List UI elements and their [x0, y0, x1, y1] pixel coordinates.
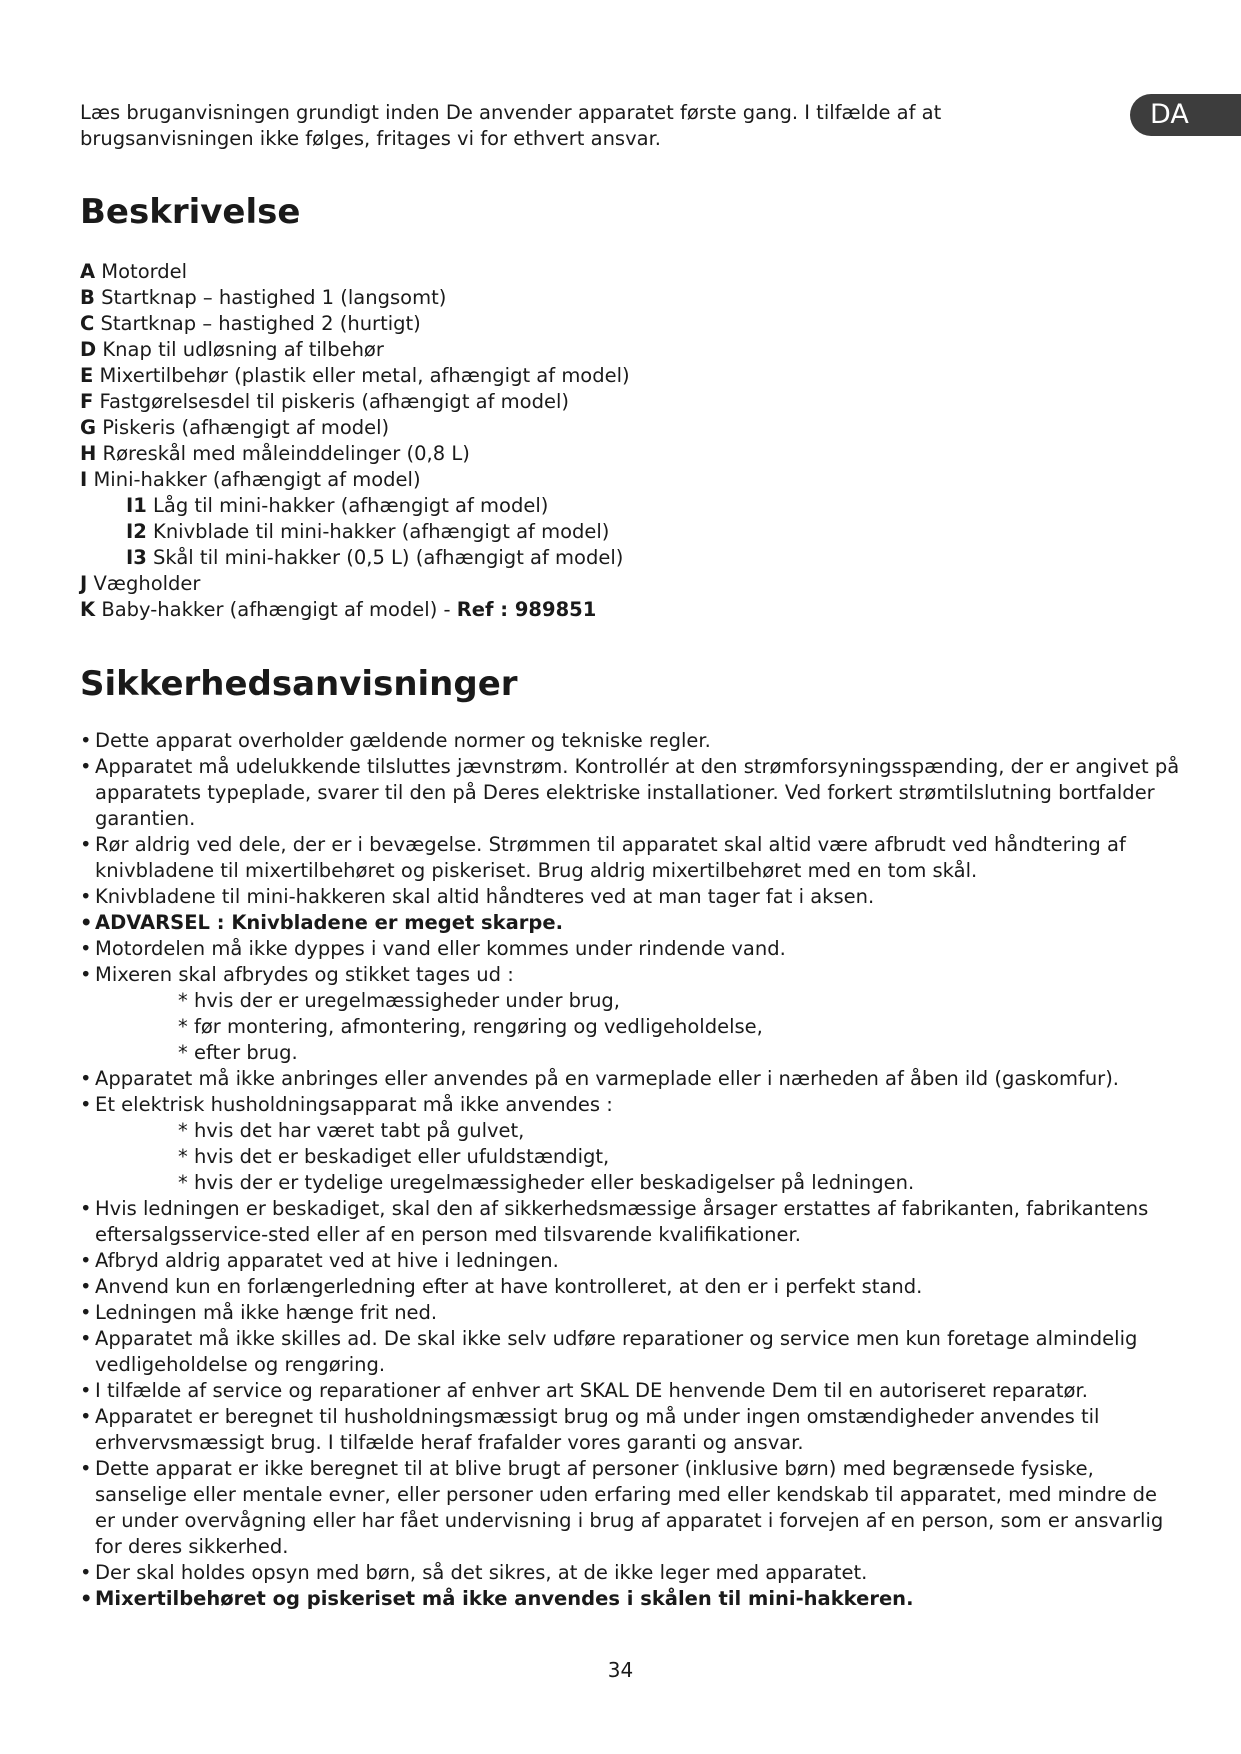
sub-item: * før montering, afmontering, rengøring og vedligeholdelse, — [178, 1015, 763, 1038]
sub-item: * hvis der er uregelmæssigheder under brug, — [178, 989, 621, 1012]
list-item: • Der skal holdes opsyn med børn, så det sikres, at de ikke leger med apparatet. — [80, 1560, 1180, 1586]
list-item: I3 Skål til mini-hakker (0,5 L) (afhængigt af model) — [126, 546, 624, 569]
list-item: • Dette apparat overholder gældende normer og tekniske regler. — [80, 728, 1180, 754]
list-item: I1 Låg til mini-hakker (afhængigt af model) — [126, 494, 549, 517]
list-item: • Apparatet må ikke skilles ad. De skal ikke selv udføre reparationer og service men kun foretage almindelig vedligeholdelse og rengøring. — [80, 1326, 1180, 1378]
list-item: • Apparatet må udelukkende tilsluttes jævnstrøm. Kontrollér at den strømforsyningsspænding, der er angivet på apparatets typeplade, svarer til den på Deres elektriske installationer. Ved forkert strømtilslutning bortfalder garantien. — [80, 754, 1180, 832]
list-item: D Knap til udløsning af tilbehør — [80, 338, 384, 361]
list-item: H Røreskål med måleinddelinger (0,8 L) — [80, 442, 470, 465]
list-item: • Afbryd aldrig apparatet ved at hive i ledningen. — [80, 1248, 1180, 1274]
sub-item: * hvis det er beskadiget eller ufuldstændigt, — [178, 1145, 610, 1168]
list-item: C Startknap – hastighed 2 (hurtigt) — [80, 312, 421, 335]
list-item: • I tilfælde af service og reparationer af enhver art SKAL DE henvende Dem til en autoriseret reparatør. — [80, 1378, 1180, 1404]
description-title: Beskrivelse — [80, 192, 301, 232]
list-item: E Mixertilbehør (plastik eller metal, afhængigt af model) — [80, 364, 630, 387]
list-item: B Startknap – hastighed 1 (langsomt) — [80, 286, 447, 309]
parts-list — [80, 259, 630, 623]
list-item: • Dette apparat er ikke beregnet til at blive brugt af personer (inklusive børn) med begrænsede fysiske, sanselige eller mentale evner, eller personer uden erfaring med eller kendskab til apparatet, med mindre de er under overvågning eller har fået undervisning i brug af apparatet i forvejen af en person, som er ansvarlig for deres sikkerhed. — [80, 1456, 1180, 1560]
language-badge: DA — [1130, 94, 1241, 136]
list-item: A Motordel — [80, 260, 188, 283]
list-item: • Apparatet må ikke anbringes eller anvendes på en varmeplade eller i nærheden af åben ild (gaskomfur). — [80, 1066, 1180, 1092]
list-item: • Ledningen må ikke hænge frit ned. — [80, 1300, 1180, 1326]
list-item: • Anvend kun en forlængerledning efter at have kontrolleret, at den er i perfekt stand. — [80, 1274, 1180, 1300]
list-item: • Knivbladene til mini-hakkeren skal altid håndteres ved at man tager fat i aksen. — [80, 884, 1180, 910]
list-item: • Motordelen må ikke dyppes i vand eller kommes under rindende vand. — [80, 936, 1180, 962]
list-item: I Mini-hakker (afhængigt af model) — [80, 468, 421, 491]
list-item: • Et elektrisk husholdningsapparat må ikke anvendes : — [80, 1092, 1180, 1118]
sub-item: * hvis der er tydelige uregelmæssigheder eller beskadigelser på ledningen. — [178, 1171, 915, 1194]
safety-title: Sikkerhedsanvisninger — [80, 664, 518, 704]
list-item: I2 Knivblade til mini-hakker (afhængigt af model) — [126, 520, 610, 543]
list-item: • Rør aldrig ved dele, der er i bevægelse. Strømmen til apparatet skal altid være afbrudt ved håndtering af knivbladene til mixertilbehøret og piskeriset. Brug aldrig mixertilbehøret med en tom skål. — [80, 832, 1180, 884]
list-item: G Piskeris (afhængigt af model) — [80, 416, 390, 439]
list-item: K Baby-hakker (afhængigt af model) - Ref : 989851 — [80, 598, 597, 621]
list-item: J Vægholder — [80, 572, 201, 595]
list-item: F Fastgørelsesdel til piskeris (afhængigt af model) — [80, 390, 569, 413]
warning-item: • ADVARSEL : Knivbladene er meget skarpe. — [80, 910, 1180, 936]
list-item: • Mixeren skal afbrydes og stikket tages ud : — [80, 962, 1180, 988]
list-item: • Hvis ledningen er beskadiget, skal den af sikkerhedsmæssige årsager erstattes af fabrikanten, fabrikantens eftersalgsservice-sted eller af en person med tilsvarende kvalifikationer. — [80, 1196, 1180, 1248]
reference-number: Ref : 989851 — [456, 598, 597, 621]
sub-item: * hvis det har været tabt på gulvet, — [178, 1119, 525, 1142]
safety-list — [80, 728, 1180, 1612]
intro-text: Læs bruganvisningen grundigt inden De anvender apparatet første gang. I tilfælde af at brugsanvisningen ikke følges, fritages vi for ethvert ansvar. — [80, 101, 942, 150]
warning-item: • Mixertilbehøret og piskeriset må ikke anvendes i skålen til mini-hakkeren. — [80, 1586, 1180, 1612]
page-number: 34 — [607, 1658, 634, 1682]
sub-item: * efter brug. — [178, 1041, 298, 1064]
list-item: • Apparatet er beregnet til husholdningsmæssigt brug og må under ingen omstændigheder anvendes til erhvervsmæssigt brug. I tilfælde heraf frafalder vores garanti og ansvar. — [80, 1404, 1180, 1456]
